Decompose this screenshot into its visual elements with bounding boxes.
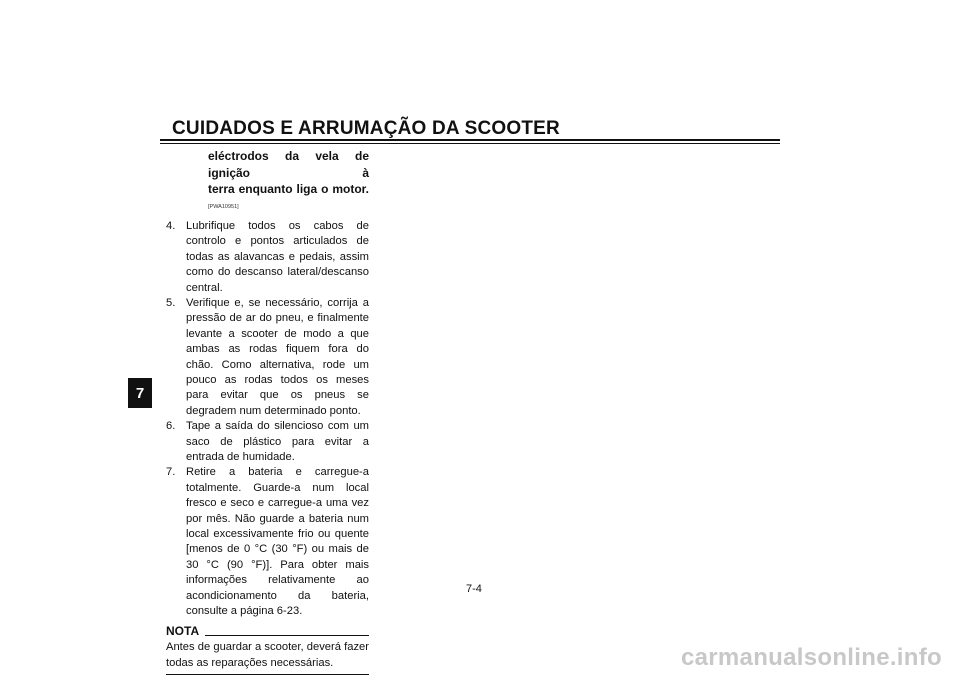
step-text: Retire a bateria e carregue-a totalmente. Guarde-a num local fresco e seco e carregue-a uma vez por mês. Não guarde a bateria num local excessivamente frio ou quente [menos de 0 °C (30 °F) ou mais de 30 °C (90 °F)]. Para obter mais informações relativamente ao acondicionamento da bateria, consulte a página 6-23. bbox=[186, 466, 369, 618]
nota-header bbox=[166, 625, 369, 638]
step-number: 6. bbox=[166, 420, 176, 433]
watermark: carmanualsonline.info bbox=[680, 644, 942, 671]
list-item bbox=[166, 465, 369, 619]
content-column bbox=[166, 148, 369, 675]
step-number: 5. bbox=[166, 296, 176, 309]
list-item bbox=[166, 419, 369, 465]
step-number: 7. bbox=[166, 466, 176, 479]
warning-line-2: terra enquanto liga o motor. bbox=[208, 182, 369, 196]
list-item bbox=[166, 219, 369, 296]
nota-text: Antes de guardar a scooter, deverá fazer todas as reparações necessárias. bbox=[166, 641, 369, 669]
nota-label: NOTA bbox=[166, 624, 200, 639]
warning-line-1: eléctrodos da vela de ignição à bbox=[208, 149, 369, 180]
page-title: CUIDADOS E ARRUMAÇÃO DA SCOOTER bbox=[172, 118, 560, 139]
nota-divider bbox=[205, 635, 369, 636]
step-number: 4. bbox=[166, 219, 176, 232]
header-rule-thin bbox=[160, 143, 780, 144]
header-rule-thick bbox=[160, 139, 780, 141]
step-text: Verifique e, se necessário, corrija a pressão de ar do pneu, e finalmente levante a scooter de modo a que ambas as rodas fiquem fora do chão. Como alternativa, rode um pouco as rodas todos os meses para evitar que os pneus se degradem num determinado ponto. bbox=[186, 296, 369, 417]
step-text: Lubrifique todos os cabos de controlo e pontos articulados de todas as alavancas e pedais, assim como do descanso lateral/descanso central. bbox=[186, 219, 369, 294]
chapter-tab: 7 bbox=[128, 378, 152, 408]
nota-end-rule bbox=[166, 674, 369, 675]
step-text: Tape a saída do silencioso com um saco de plástico para evitar a entrada de humidade. bbox=[186, 420, 369, 463]
warning-code: [PWA10951] bbox=[208, 203, 239, 210]
list-item bbox=[166, 296, 369, 419]
warning-text bbox=[166, 148, 369, 198]
page-number: 7-4 bbox=[466, 583, 482, 595]
